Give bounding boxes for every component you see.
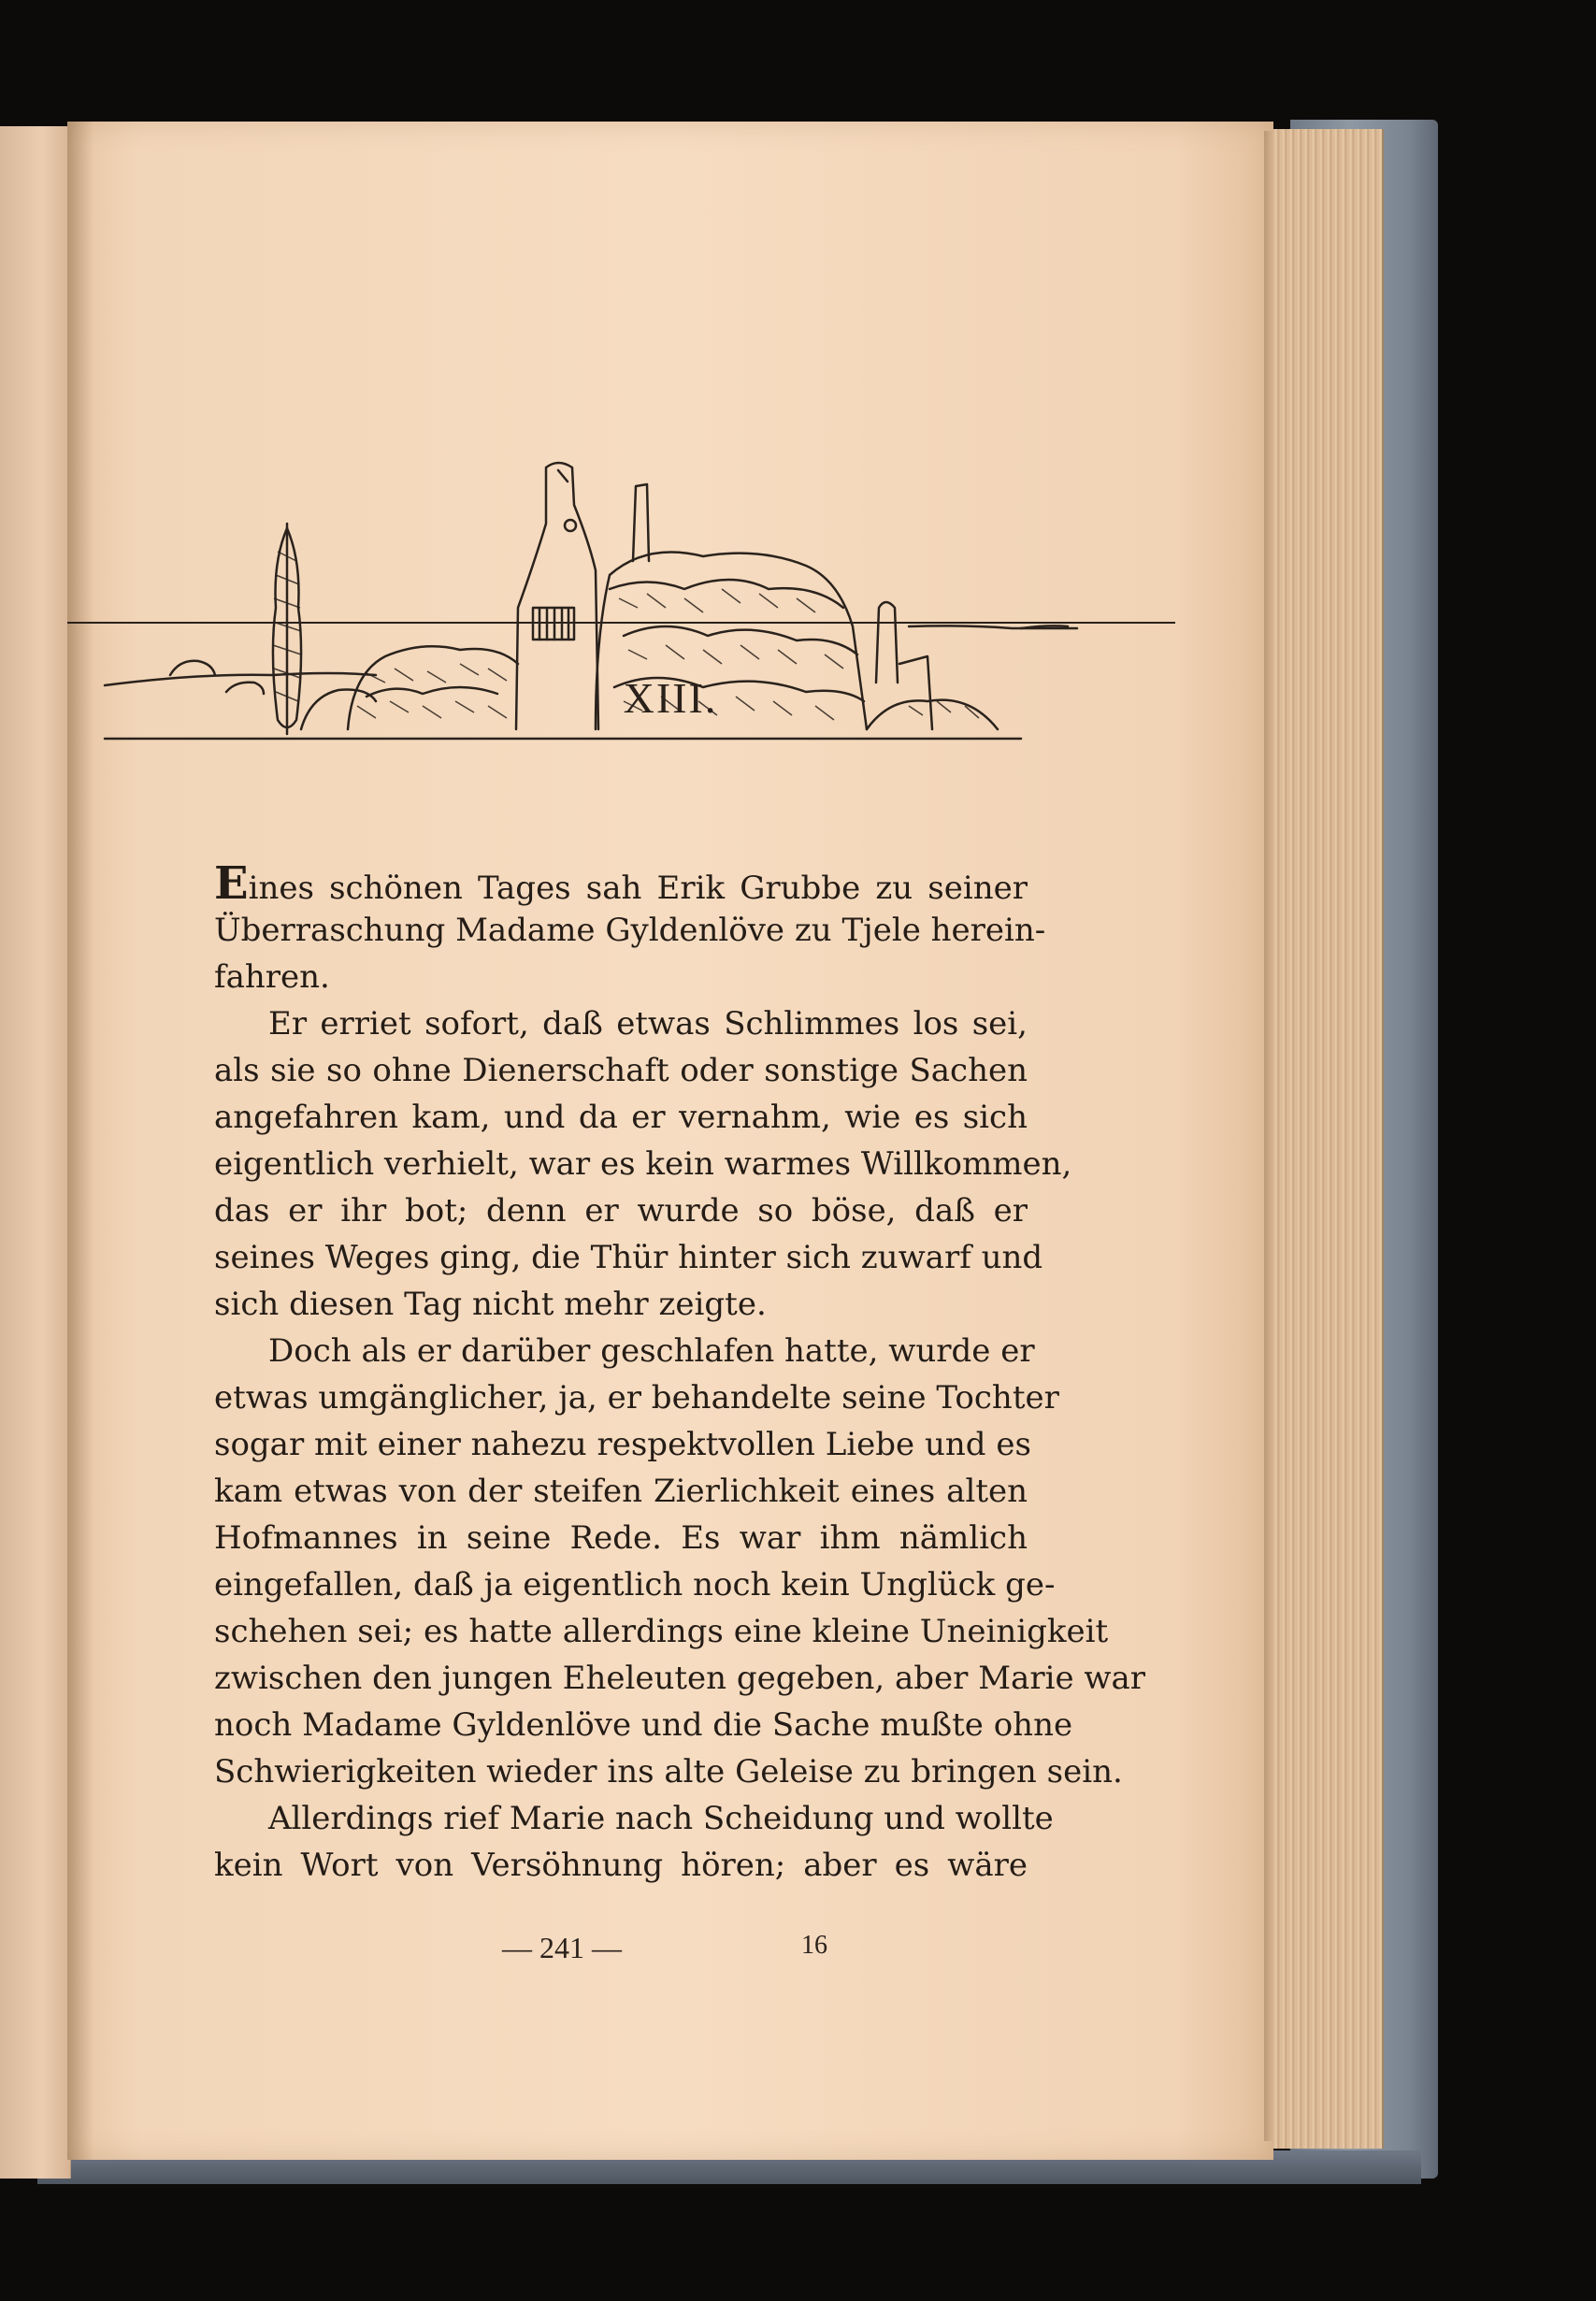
- illustration-baseline-rule: [67, 622, 1175, 624]
- book-page: [67, 122, 1273, 2160]
- text-line: seines Weges ging, die Thür hinter sich zuwarf und: [214, 1239, 1043, 1276]
- page-edge-shadow: [1264, 131, 1273, 2141]
- text-line: zwischen den jungen Eheleuten gegeben, aber Marie war: [214, 1660, 1145, 1697]
- paragraph: [214, 1000, 1072, 1328]
- text-line: sich diesen Tag nicht mehr zeigte.: [214, 1286, 767, 1323]
- text-line: eingefallen, daß ja eigentlich noch kein Unglück ge-: [214, 1566, 1056, 1604]
- signature-mark: 16: [801, 1931, 827, 1960]
- text-line: schehen sei; es hatte allerdings eine kleine Uneinigkeit: [214, 1613, 1109, 1650]
- text-line: Hofmannes in seine Rede. Es war ihm nämlich: [214, 1519, 1028, 1557]
- chapter-heading: XIII.: [623, 674, 718, 722]
- text-line: angefahren kam, und da er vernahm, wie es sich: [214, 1099, 1028, 1136]
- text-line: sogar mit einer nahezu respektvollen Liebe und es: [214, 1426, 1031, 1463]
- text-line: fahren.: [214, 958, 330, 996]
- page-number: — 241 —: [502, 1931, 622, 1964]
- drop-cap: E: [214, 857, 249, 910]
- text-line: etwas umgänglicher, ja, er behandelte seine Tochter: [214, 1379, 1059, 1417]
- text-line: Doch als er darüber geschlafen hatte, wurde er: [268, 1332, 1035, 1370]
- text-line: das er ihr bot; denn er wurde so böse, daß er: [214, 1192, 1028, 1230]
- page-footer: [67, 1931, 1273, 1977]
- text-line: Schwierigkeiten wieder ins alte Geleise zu bringen sein.: [214, 1753, 1123, 1790]
- text-line: kein Wort von Versöhnung hören; aber es wäre: [214, 1847, 1028, 1884]
- paragraph: [214, 1328, 1145, 1795]
- text-line: Er erriet sofort, daß etwas Schlimmes los sei,: [268, 1005, 1028, 1043]
- text-line: noch Madame Gyldenlöve und die Sache mußte ohne: [214, 1706, 1073, 1744]
- paragraph: [214, 1795, 1054, 1889]
- text-line: ines schönen Tages sah Erik Grubbe zu seiner: [248, 870, 1028, 907]
- paragraph: [214, 857, 1046, 1000]
- text-line: Überraschung Madame Gyldenlöve zu Tjele herein-: [214, 912, 1046, 949]
- text-line: kam etwas von der steifen Zierlichkeit eines alten: [214, 1473, 1028, 1510]
- text-line: als sie so ohne Dienerschaft oder sonstige Sachen: [214, 1052, 1028, 1089]
- previous-page-edge: [0, 126, 71, 2179]
- chapter-text: [214, 857, 1145, 1889]
- text-line: Allerdings rief Marie nach Scheidung und wollte: [268, 1800, 1054, 1837]
- text-line: eigentlich verhielt, war es kein warmes Willkommen,: [214, 1145, 1072, 1183]
